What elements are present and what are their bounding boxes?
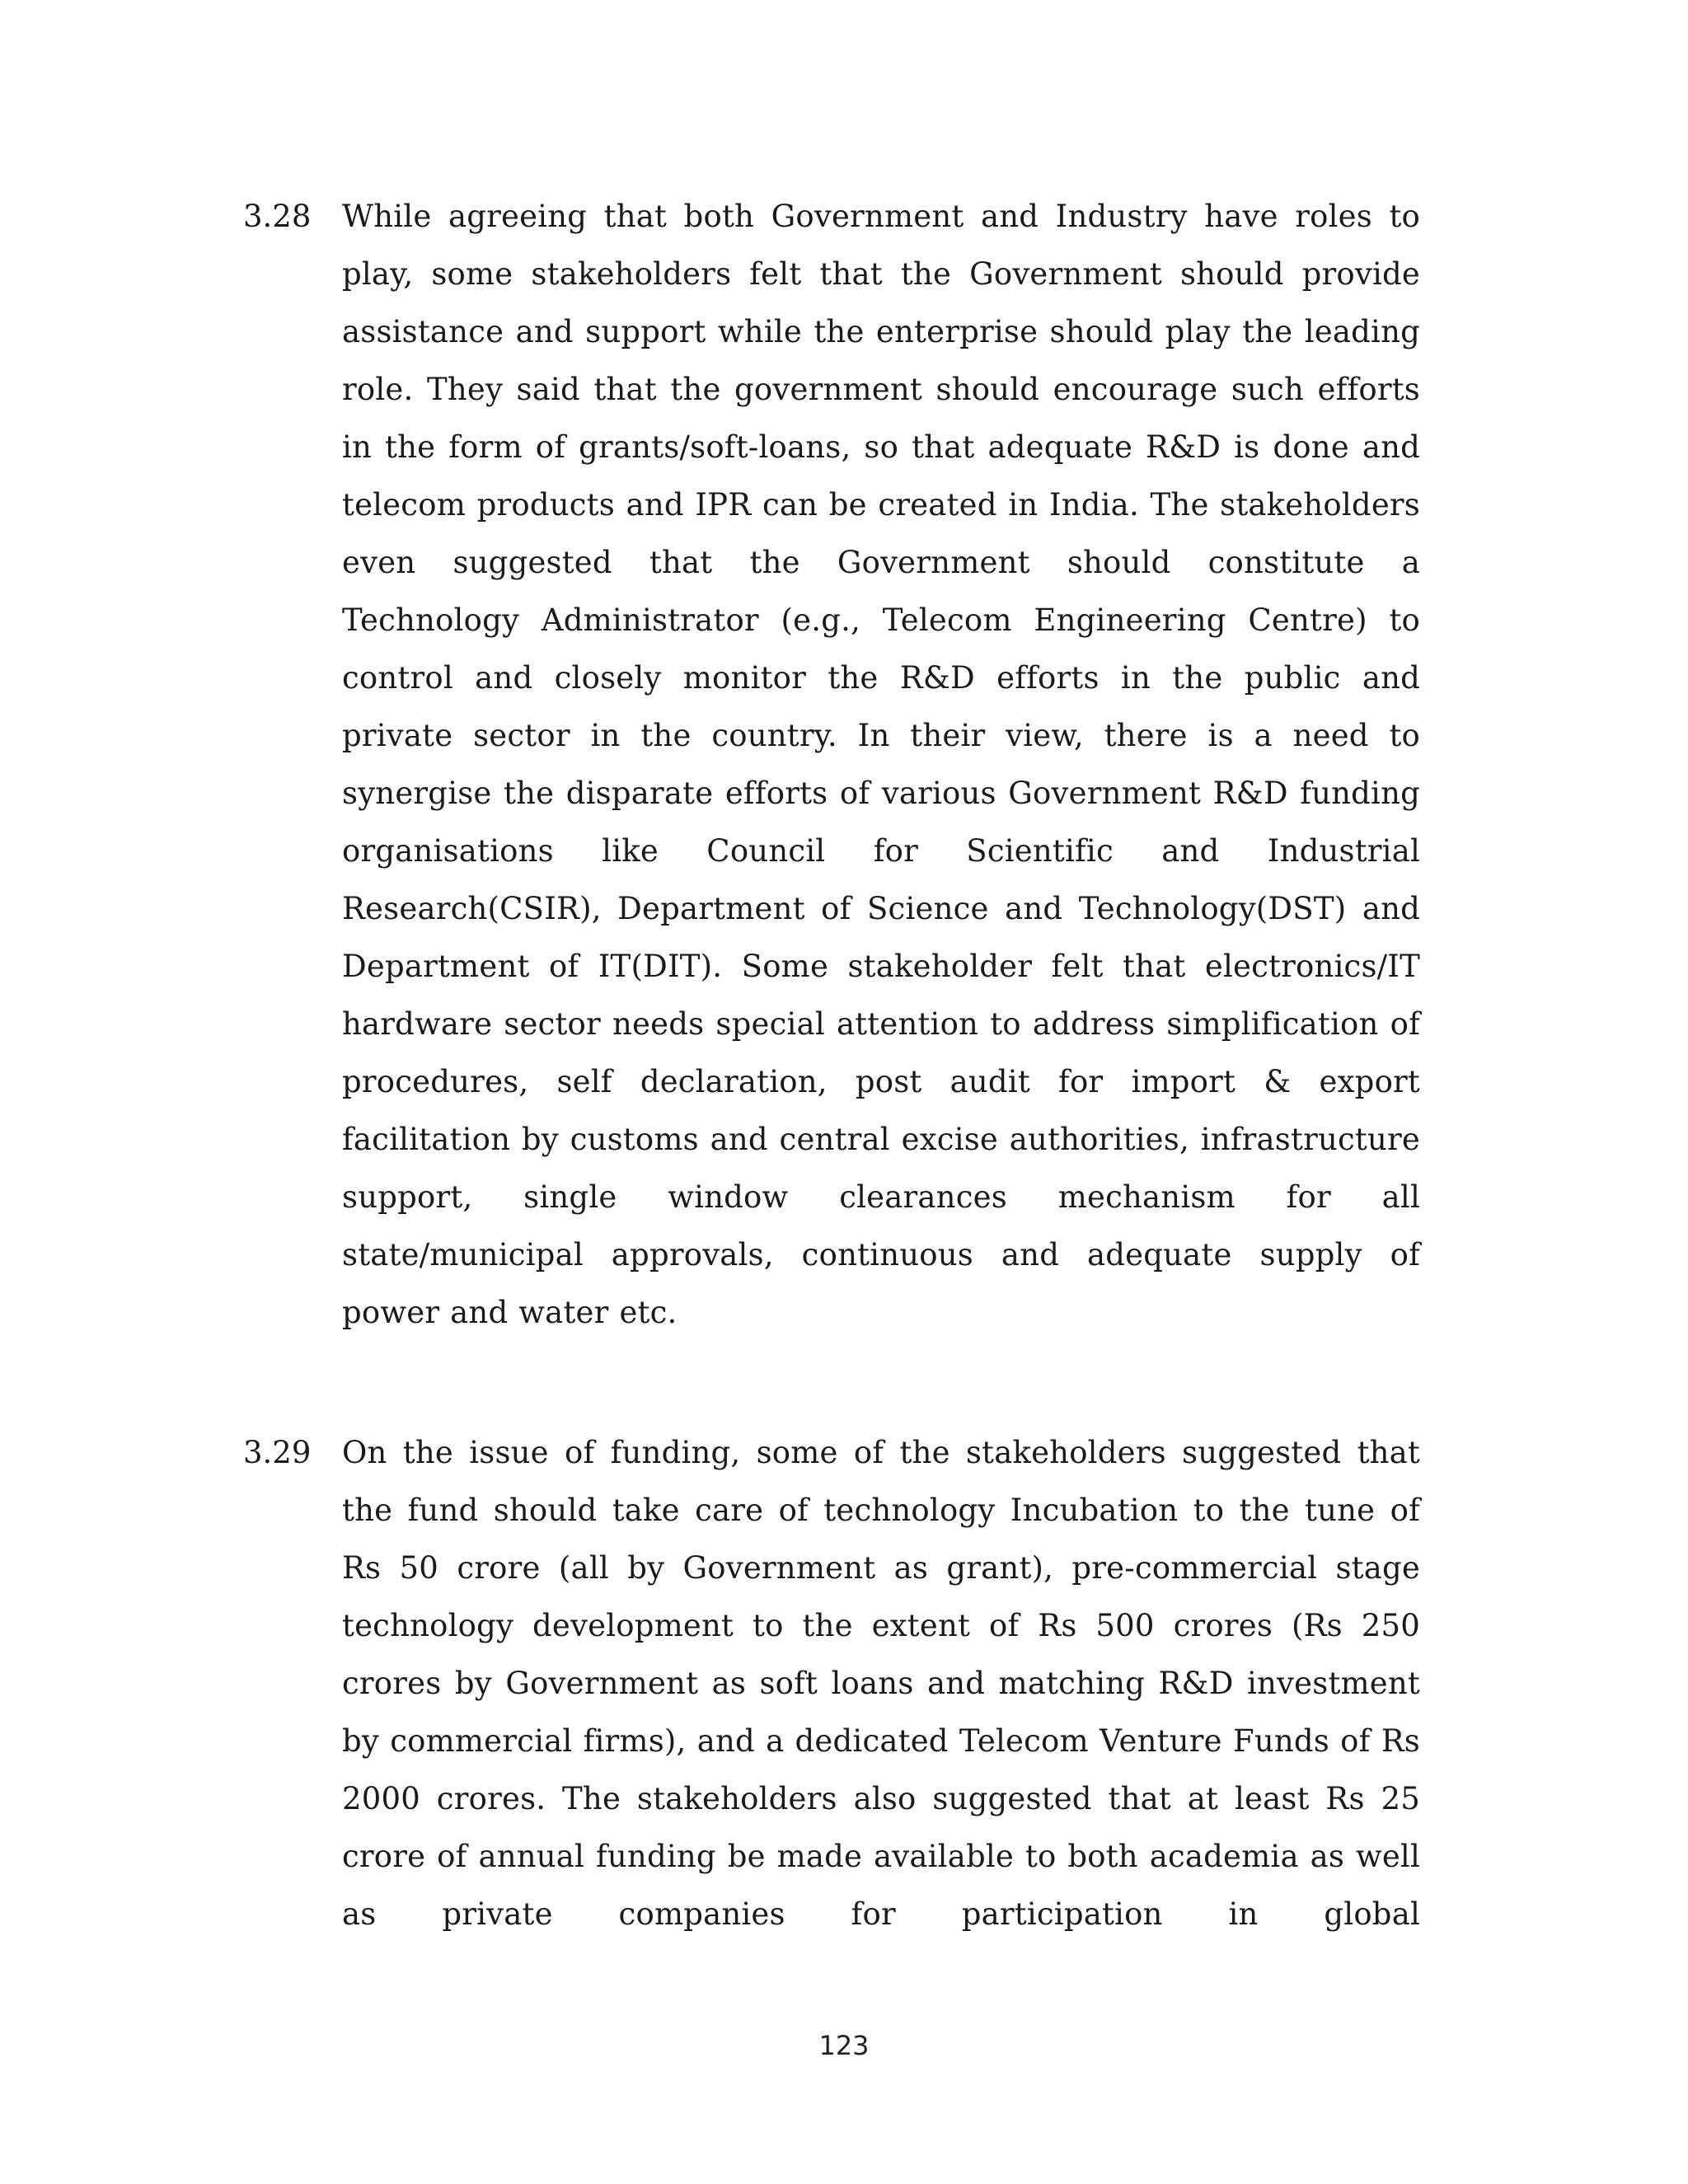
page-number: 123	[818, 2030, 870, 2061]
paragraph-number: 3.28	[243, 199, 312, 234]
paragraph-3-29	[243, 1424, 1420, 1943]
paragraph-text: While agreeing that both Government and Industry have roles to play, some stakeholders felt that the Government should provide assistance and support while the enterprise should play the leading role. They said that the government should encourage such efforts in the form of grants/soft-loans, so that adequate R&D is done and telecom products and IPR can be created in India. The stakeholders even suggested that the Government should constitute a Technology Administrator (e.g., Telecom Engineering Centre) to control and closely monitor the R&D efforts in the public and private sector in the country. In their view, there is a need to synergise the disparate efforts of various Government R&D funding organisations like Council for Scientific and Industrial Research(CSIR), Department of Science and Technology(DST) and Department of IT(DIT). Some stakeholder felt that electronics/IT hardware sector needs special attention to address simplification of procedures, self declaration, post audit for import & export facilitation by customs and central excise authorities, infrastructure support, single window clearances mechanism for all state/municipal approvals, continuous and adequate supply of power and water etc.	[342, 199, 1420, 1330]
paragraph-number: 3.29	[243, 1435, 312, 1470]
paragraph-text: On the issue of funding, some of the stakeholders suggested that the fund should take care of technology Incubation to the tune of Rs 50 crore (all by Government as grant), pre-commercial stage technology development to the extent of Rs 500 crores (Rs 250 crores by Government as soft loans and matching R&D investment by commercial firms), and a dedicated Telecom Venture Funds of Rs 2000 crores. The stakeholders also suggested that at least Rs 25 crore of annual funding be made available to both academia as well as private companies for participation in global	[342, 1435, 1420, 1932]
paragraph-3-28	[243, 188, 1420, 1342]
